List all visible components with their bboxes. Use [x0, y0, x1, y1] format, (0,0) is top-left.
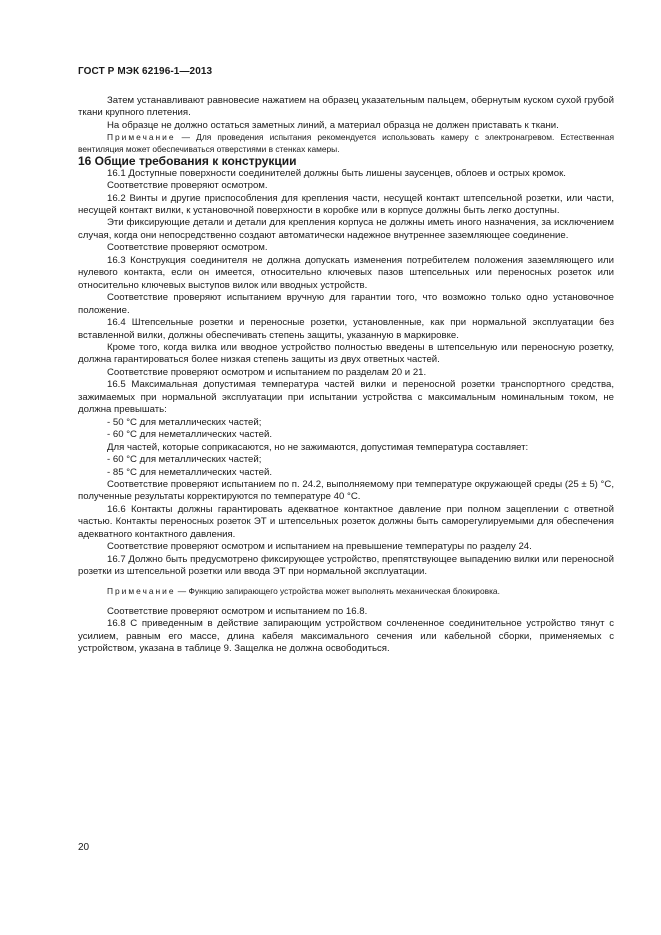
note-text: — Для проведения испытания рекомендуется использовать камеру с электронагревом. Естественная вентиляция может обеспечиваться отверстиями в стенках камеры.: [78, 132, 614, 154]
paragraph: Соответствие проверяют осмотром и испытанием на превышение температуры по разделу 24.: [107, 541, 532, 553]
paragraph: Кроме того, когда вилка или вводное устройство полностью введены в штепсельную или переносную розетку, должна гарантироваться более низкая степень защиты из двух ответных частей.: [78, 341, 614, 366]
paragraph: 16.5 Максимальная допустимая температура частей вилки и переносной розетки транспортного средства, зажимаемых при нормальной эксплуатации при испытании устройства с максимальным номинальным током, не должна превышать:: [78, 379, 614, 416]
note-label: Примечание: [107, 132, 176, 143]
paragraph: На образце не должно остаться заметных линий, а материал образца не должен приставать к ткани.: [107, 119, 559, 131]
paragraph: Соответствие проверяют осмотром.: [107, 242, 268, 254]
note: [78, 586, 614, 597]
section-title: 16 Общие требования к конструкции: [78, 154, 297, 169]
paragraph: Затем устанавливают равновесие нажатием на образец указательным пальцем, обернутым куском сухой грубой ткани крупного плетения.: [78, 95, 614, 119]
paragraph: 16.7 Должно быть предусмотрено фиксирующее устройство, препятствующее выпадению вилки или переносной розетки из штепсельной розетки или ввода ЭТ при нормальной эксплуатации.: [78, 553, 614, 578]
paragraph: Для частей, которые соприкасаются, но не зажимаются, допустимая температура составляет:: [107, 441, 529, 453]
list-item: - 50 °С для металлических частей;: [107, 416, 262, 428]
paragraph: 16.2 Винты и другие приспособления для крепления части, несущей контакт штепсельной розетки, или части, несущей контакт вилки, к установочной поверхности в коробке или в корпусе должны быть легко доступны.: [78, 192, 614, 216]
paragraph: Соответствие проверяют испытанием вручную для гарантии того, что возможно только одно установочное положение.: [78, 292, 614, 316]
note-label: Примечание: [107, 585, 176, 596]
document-header: ГОСТ Р МЭК 62196-1—2013: [78, 66, 213, 77]
paragraph: 16.8 С приведенным в действие запирающим устройством сочлененное соединительное устройство тянут с усилием, равным его массе, длина кабеля максимального сечения или кабельной сборки, применяемых с устройством, указана в таблице 9. Защелка не должна освободиться.: [78, 618, 614, 655]
paragraph: Соответствие проверяют осмотром и испытанием по 16.8.: [107, 605, 368, 617]
paragraph: 16.3 Конструкция соединителя не должна допускать изменения потребителем положения заземляющего или нулевого контакта, если он имеется, относительно ключевых пазов штепсельных или переносных розеток или относительно ключевых выступов вилок или вводных устройств.: [78, 254, 614, 291]
page-number: 20: [78, 842, 90, 853]
note: [78, 132, 614, 155]
paragraph: Соответствие проверяют осмотром и испытанием по разделам 20 и 21.: [107, 366, 427, 378]
list-item: - 85 °С для неметаллических частей.: [107, 466, 273, 478]
note-text: — Функцию запирающего устройства может выполнять механическая блокировка.: [175, 585, 500, 596]
paragraph: Соответствие проверяют испытанием по п. 24.2, выполняемому при температуре окружающей среды (25 ± 5) °С, полученные результаты корректируются по температуре 40 °С.: [78, 478, 614, 503]
paragraph: 16.6 Контакты должны гарантировать адекватное контактное давление при полном зацеплении с ответной частью. Контакты переносных розеток ЭТ и штепсельных розеток должны быть саморегулируемыми для обеспечения адекватного контактного давления.: [78, 503, 614, 540]
list-item: - 60 °С для металлических частей;: [107, 454, 262, 466]
paragraph: Соответствие проверяют осмотром.: [107, 180, 268, 192]
paragraph: 16.1 Доступные поверхности соединителей должны быть лишены заусенцев, облоев и острых кромок.: [107, 167, 566, 179]
paragraph: Эти фиксирующие детали и детали для крепления корпуса не должны иметь иного назначения, за исключением случая, когда они непосредственно создают автоматически надежное внутреннее заземляющее соединение.: [78, 217, 614, 241]
page-body: [78, 95, 614, 656]
list-item: - 60 °С для неметаллических частей.: [107, 429, 273, 441]
paragraph: 16.4 Штепсельные розетки и переносные розетки, установленные, как при нормальной эксплуатации без вставленной вилки, должны обеспечивать степень защиты, указанную в маркировке.: [78, 317, 614, 341]
